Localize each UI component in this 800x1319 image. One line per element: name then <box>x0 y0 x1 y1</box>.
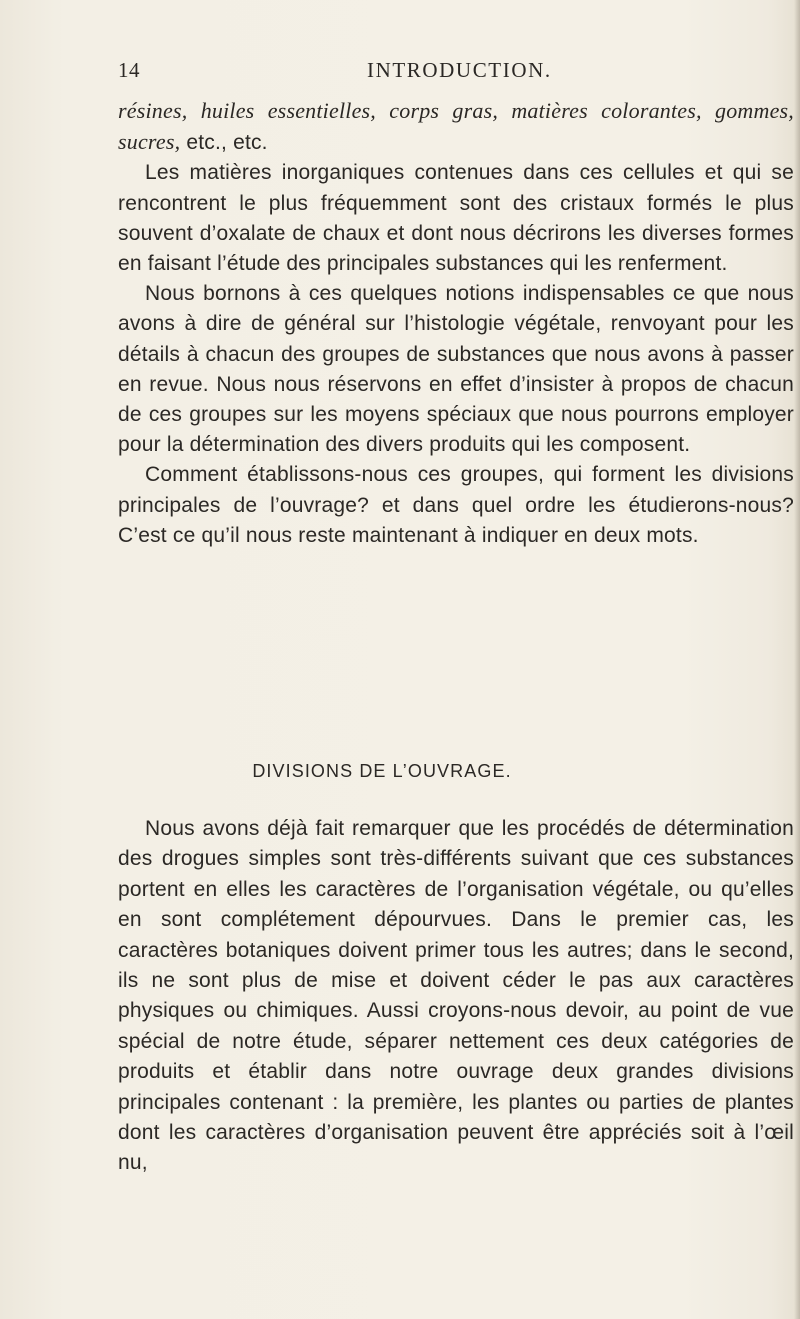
page-edge-shadow <box>794 0 800 1319</box>
section-heading <box>0 761 800 782</box>
body-text-bottom <box>118 814 794 1179</box>
running-head <box>118 58 794 88</box>
paragraph-groups-question: Comment établissons-nous ces groupes, qui forment les divisions principales de l’ouvrage? et dans quel ordre les étudierons-nous? C’est ce qu’il nous reste maintenant à indiquer en deux mots. <box>118 463 794 547</box>
etc-text: etc., etc. <box>180 131 268 155</box>
italic-substance-list: résines, huiles essentielles, corps gras, matières colorantes, gommes, sucres, <box>118 98 794 155</box>
body-text-top <box>118 96 794 551</box>
paragraph-divisions: Nous avons déjà fait remarquer que les procédés de détermination des drogues simples sont très-différents suivant que ces substances portent en elles les caractères de l’organisation végétale, ou qu’elles en sont complétement dépourvues. Dans le premier cas, les caractères botaniques doivent primer tous les autres; dans le second, ils ne sont plus de mise et doivent céder le pas aux caractères physiques ou chimiques. Aussi croyons-nous devoir, au point de vue spécial de notre étude, séparer nettement ces deux catégories de produits et établir dans notre ouvrage deux grandes divisions principales contenant : la première, les plantes ou parties de plantes dont les caractères d’organisation peuvent être appréciés soit à l’œil nu, <box>118 817 794 1175</box>
section-heading-text: DIVISIONS DE L’OUVRAGE. <box>252 761 512 781</box>
paragraph-histology-notions: Nous bornons à ces quelques notions indispensables ce que nous avons à dire de général sur l’histologie végétale, renvoyant pour les détails à chacun des groupes de substances que nous avons à passer en revue. Nous nous réservons en effet d’insister à propos de chacun de ces groupes sur les moyens spéciaux que nous pourrons employer pour la détermination des divers produits qui les composent. <box>118 282 794 457</box>
page-number: 14 <box>118 58 140 82</box>
paragraph-inorganic-matter: Les matières inorganiques contenues dans ces cellules et qui se rencontrent le plus fréquemment sont des cristaux formés le plus souvent d’oxalate de chaux et dont nous décrirons les diverses formes en faisant l’étude des principales substances qui les renferment. <box>118 161 794 276</box>
paragraph-continuation <box>118 96 794 158</box>
running-head-title: INTRODUCTION. <box>367 58 552 82</box>
